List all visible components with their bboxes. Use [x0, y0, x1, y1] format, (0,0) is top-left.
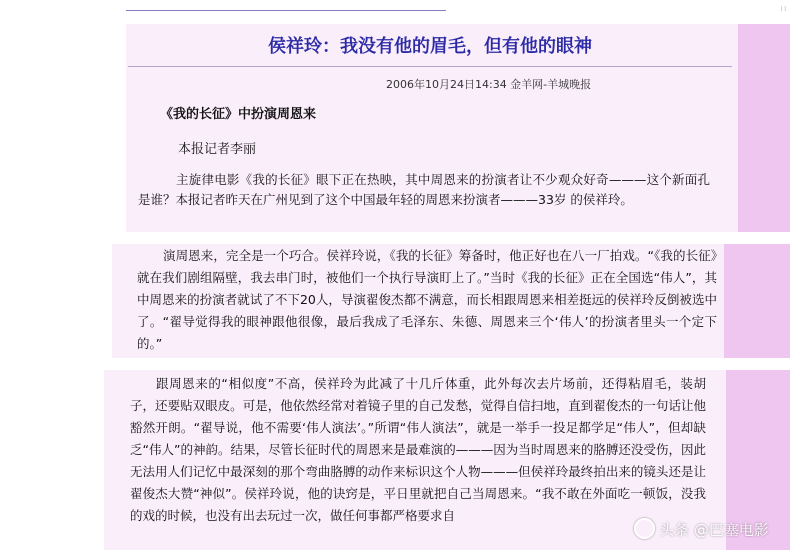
watermark [634, 518, 769, 540]
article-paragraph-2: 演周恩来，完全是一个巧合。侯祥玲说，《我的长征》筹备时，他正好也在八一厂拍戏。“《我的长征》就在我们剧组隔壁，我去串门时，被他们一个执行导演盯上了。”当时《我的长征》正在全国选“伟人”，其中周恩来的扮演者就试了不下20人，导演翟俊杰都不满意，而长相跟周恩来相差挺远的侯祥玲反倒被选中了。“翟导觉得我的眼神跟他很像，最后我成了毛泽东、朱德、周恩来三个‘伟人’的扮演者里头一个定下的。” [137, 248, 717, 351]
corner-tick: | | [781, 6, 786, 12]
article-subhead: 《我的长征》中扮演周恩来 [160, 107, 317, 122]
right-sidebar-top [738, 24, 790, 232]
article-title: 侯祥玲：我没有他的眉毛，但有他的眼神 [268, 36, 592, 57]
article-intro: 主旋律电影《我的长征》眼下正在热映，其中周恩来的扮演者让不少观众好奇———这个新面孔是谁？本报记者昨天在广州见到了这个中国最年轻的周恩来扮演者———33岁 的侯祥玲。 [138, 172, 710, 207]
toutiao-logo-icon [634, 518, 655, 539]
top-rule [126, 10, 446, 11]
article-meta: 2006年10月24日14:34 金羊网-羊城晚报 [386, 78, 592, 91]
right-sidebar-middle [724, 244, 790, 358]
title-divider [128, 66, 732, 67]
watermark-text: 头条 @巴塞电影 [659, 521, 769, 539]
article-paragraph-3: 跟周恩来的“相似度”不高，侯祥玲为此减了十几斤体重，此外每次去片场前，还得粘眉毛，装胡子，还要贴双眼皮。可是，他依然经常对着镜子里的自己发愁，觉得自信扫地，直到翟俊杰的一句话让他豁然开朗。“翟导说，他不需要‘伟人演法’。”所谓“伟人演法”，就是一举手一投足都学足“伟人”，但却缺乏“伟人”的神韵。结果，尽管长征时代的周恩来是最难演的———因为当时周恩来的胳膊还没受伤，因此无法用人们记忆中最深刻的那个弯曲胳膊的动作来标识这个人物———但侯祥玲最终拍出来的镜头还是让翟俊杰大赞“神似”。侯祥玲说，他的诀窍是，平日里就把自己当周恩来。“我不敢在外面吃一顿饭，没我的戏的时候，也没有出去玩过一次，做任何事都严格要求自 [130, 376, 706, 523]
article-byline: 本报记者李丽 [178, 142, 257, 157]
